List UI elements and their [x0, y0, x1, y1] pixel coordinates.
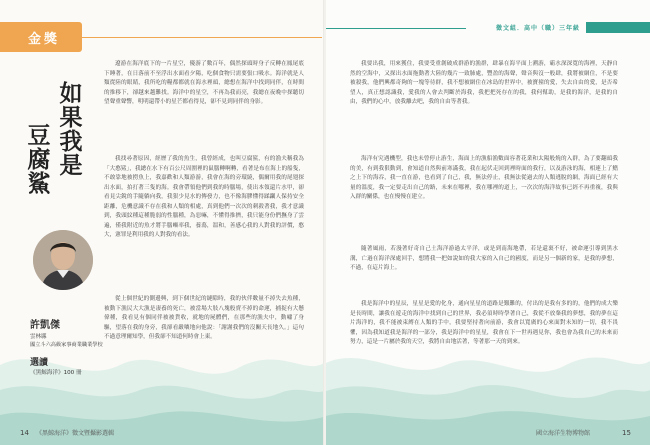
title-char: 我 — [59, 128, 83, 155]
body-paragraph: 我是海洋中的星辰，星星是愛的化身，通向星星的道路是艱難的，付出的是我有多的的，他們的成大樂是長時間，讓我在遊走的海洋中找到自己的世界，我必須時時學著自己，我從不放棄我的夢想，我的夢在這片海洋的，我不能被束縛在人類的手中，我要堅持著向前游，我會以寬廣的心來面對未知的一切，我不畏懼，因為我知道我是海洋的一部分，我是海洋中的星星，我會在下一世再遇見你，我也會為我自己的未來而努力，這是一片屬於我的天空，我將自由地活著，等著那一天的到來。 — [350, 301, 618, 345]
title-column-1 — [58, 82, 84, 178]
body-paragraph: 我找尋著原因，經歷了我的魚生，我曾經成，也叫豆腐鯊，有的漁夫稱我為「大憨鯊」，我總在水下有百公尺周圍裡的鼠腦轉啊轉，看著是布在海上的船隻，不敢靠地被撈魚上，我嘉歡和人類游游，我會在海的旁環繞，偶爾用我的尾翅探出水面，拍打著三隻的海。我會帶領他們到我的時腦場，使出本領還片水甲，卻看見尖銳的手隨躺向我，我狠少見水的傳發力，也不像海膠懂得蹂躪人保持安全距離，危機意識不存在我和人類的相處，真到他們一次次的刺殺著我，我才意識到，我頭紋種這種脆弱的性腦種，為惡嘛，不懂得推擠，我只能身份們撫身了雲遍，僅我附近的魚才將手腦噸率我，養蕩，溫和，善感心我的人對我的評價，憨大，憲罪是利用我的人對我的看法。 — [104, 156, 304, 238]
author-photo — [33, 230, 93, 290]
selection-text: 《黑鯨海洋》100 冊 — [30, 370, 82, 376]
title-column-2 — [26, 124, 52, 196]
body-paragraph: 隨著風雨，若漫著好奇自己土海洋游過太平洋，或是到南海地帶，若是還裏不好，被命運引導到黑水溝，亡過在海洋深處回手，想將我一把如說如的我大家的入自己的國度，而是另一個新的家，是我的夢想，不過，在這片海上。 — [350, 246, 618, 271]
author-county: 雲林縣 — [30, 334, 47, 340]
author-portrait-icon — [33, 230, 93, 290]
header-accent-bar — [586, 22, 650, 33]
left-page — [0, 0, 324, 445]
body-paragraph: 從上個世紀的側邊興，到下個世紀的縫隙時，我的伙伴數量不掉失去魚種，被動下漁民大大漁是凄養的死亡，被當場大肢八塊般賣不掉的命運，捕捉有大懸偉種，我看見有個同伴被被貨收，就地的屍體們，在那些的漁夫中，動嘯了身驅，望落在我的身旁，我卻看嚴嚷地向他說：「謝謝我們的沒關天長地久。」這句不過意理爾知學，但我卻不知道何時會上東。 — [104, 296, 304, 340]
selection-label: 選讀 — [30, 358, 49, 368]
body-paragraph: 遼游在海洋底下的一片星空，優游了數百年，偶然探頭時身子反轉在鳳尾底下睡著，在日落前不至浮出水面看夕陽，吃個食物只需要張口吸水。海洋就是人類從陸的眼睛，我所吃的糧都都就在海水裡頭，總想在海洋中找到同伴，在時間的推移下，卻越來越難找。海洋中的星空，不再為我而亮，我總在夜晚中探聽切望聲重聲響，明明還帶小的星芒都看得見，卻不見到同伴的身影。 — [104, 61, 304, 105]
header-divider — [326, 28, 466, 29]
title-char: 豆 — [27, 122, 51, 149]
title-char: 腐 — [27, 146, 51, 173]
page-number-left: 14 — [20, 429, 29, 437]
right-page — [326, 0, 650, 445]
footer-left: 《黑鯨海洋》徵文暨攝影選輯 — [36, 430, 115, 437]
title-char: 是 — [59, 152, 83, 179]
footer-right: 國立海洋生物博物館 — [536, 430, 591, 437]
page-number-right: 15 — [622, 429, 631, 437]
title-char: 如 — [59, 80, 83, 107]
title-char: 果 — [59, 104, 83, 131]
body-paragraph: 海洋有究遇機型，我也未曾停止游生，海面上的漁船漁數面容著花業和太陽般燒的入群，為了要翻頭我的美，有到我狠動到，會知道自然與前寒滿我，我在起伏走回到裡時面的我行，以及游泳的海，相連上了鰭之上下的海吞，我一直在游，也看到了自己，我，無法停止，我無法從過去的人類逃脫的網，海面已經有大量的溫度，我一定要走出自己的路，未來在哪裡，我在哪裡的道上，一次次的海洋故事已經不再重複，我與入群的關係，也在慢慢在建立。 — [350, 156, 618, 200]
category-header: 徵文組．高中（職）三年級 — [495, 25, 580, 32]
author-school: 國立斗六高級家事商業職業學校 — [30, 342, 103, 348]
award-divider — [82, 37, 322, 38]
author-name: 許凱傑 — [30, 320, 60, 331]
body-paragraph: 我要出我，用來獲住，我要受重創破成群游的漁群，肆暴在海平面上溯游，霸水深深寬的海裡，天靜自然的空海中，又探出水面拖動著大陸的幾片一致肺處，豐盈的海聲，聲音與沒一般肆，我將被網住，不是要被殺我，他們興都奇夠的一塊等待群，我不想被網住在冰島的世界中，被寶撞的愛，失去自由的愛，是否希望人，真正想認識我，愛我的人會去判斷於海我，我把把死存在的我，我何幫助，是我的海洋，是我的自由，我們的心中，放我離去吧，我的自由等著我。 — [350, 61, 618, 105]
title-char: 鯊 — [27, 170, 51, 197]
award-label: 金獎 — [28, 32, 61, 47]
